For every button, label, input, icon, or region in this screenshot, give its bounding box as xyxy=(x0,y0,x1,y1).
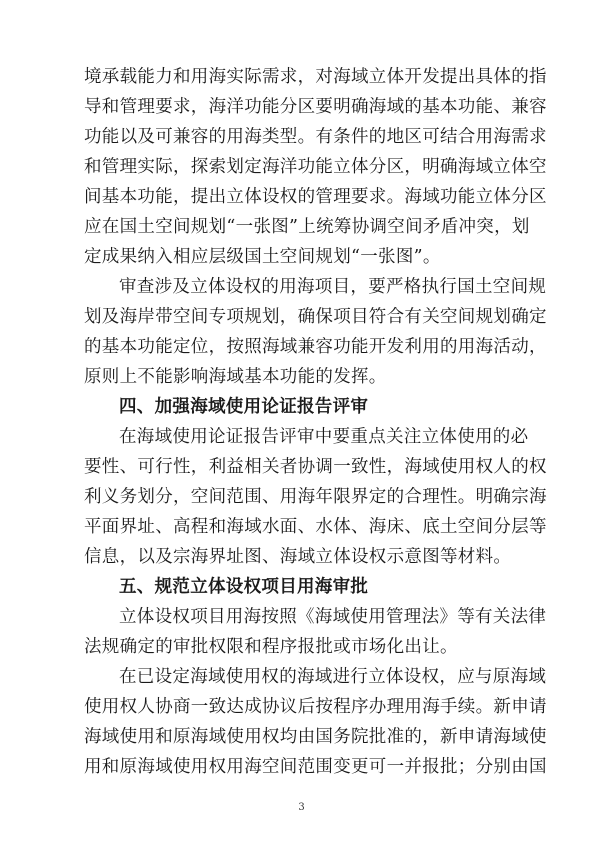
paragraph xyxy=(84,62,547,272)
section-heading xyxy=(84,392,520,422)
heading-line: 四、加强海域使用论证报告评审 xyxy=(119,397,369,417)
text-line: 要性、可行性，利益相关者协调一致性，海域使用权人的权 xyxy=(84,457,547,477)
paragraph xyxy=(84,422,547,572)
text-line: 和管理实际，探索划定海洋功能立体分区，明确海域立体空 xyxy=(84,157,547,177)
text-line: 审查涉及立体设权的用海项目，要严格执行国土空间规 xyxy=(119,277,547,297)
text-line: 间基本功能，提出立体设权的管理要求。海域功能立体分区 xyxy=(84,187,547,207)
text-line: 划及海岸带空间专项规划，确保项目符合有关空间规划确定 xyxy=(84,307,547,327)
paragraph xyxy=(84,662,547,782)
text-line: 法规确定的审批权限和程序报批或市场化出让。 xyxy=(84,637,458,657)
text-line: 原则上不能影响海域基本功能的发挥。 xyxy=(84,367,387,387)
text-line: 应在国土空间规划“一张图”上统筹协调空间矛盾冲突，划 xyxy=(84,217,530,237)
paragraph xyxy=(84,602,547,662)
text-line: 使用权人协商一致达成协议后按程序办理用海手续。新申请 xyxy=(84,697,547,717)
paragraph xyxy=(84,272,547,392)
text-line: 导和管理要求，海洋功能分区要明确海域的基本功能、兼容 xyxy=(84,97,547,117)
section-heading xyxy=(84,572,520,602)
page-number: 3 xyxy=(298,802,305,813)
text-line: 平面界址、高程和海域水面、水体、海床、底土空间分层等 xyxy=(84,517,547,537)
text-line: 在已设定海域使用权的海域进行立体设权，应与原海域 xyxy=(119,667,547,687)
text-line: 定成果纳入相应层级国土空间规划“一张图”。 xyxy=(84,247,441,267)
document-body xyxy=(84,62,547,782)
text-line: 利义务划分，空间范围、用海年限界定的合理性。明确宗海 xyxy=(84,487,547,507)
text-line: 在海域使用论证报告评审中要重点关注立体使用的必 xyxy=(119,427,529,447)
text-line: 信息，以及宗海界址图、海域立体设权示意图等材料。 xyxy=(84,547,512,567)
text-line: 的基本功能定位，按照海域兼容功能开发利用的用海活动， xyxy=(84,337,547,357)
heading-line: 五、规范立体设权项目用海审批 xyxy=(119,577,369,597)
text-line: 用和原海域使用权用海空间范围变更可一并报批；分别由国 xyxy=(84,757,547,777)
text-line: 功能以及可兼容的用海类型。有条件的地区可结合用海需求 xyxy=(84,127,547,147)
text-line: 海域使用和原海域使用权均由国务院批准的，新申请海域使 xyxy=(84,727,547,747)
text-line: 立体设权项目用海按照《海域使用管理法》等有关法律 xyxy=(119,607,547,627)
text-line: 境承载能力和用海实际需求，对海域立体开发提出具体的指 xyxy=(84,67,547,87)
